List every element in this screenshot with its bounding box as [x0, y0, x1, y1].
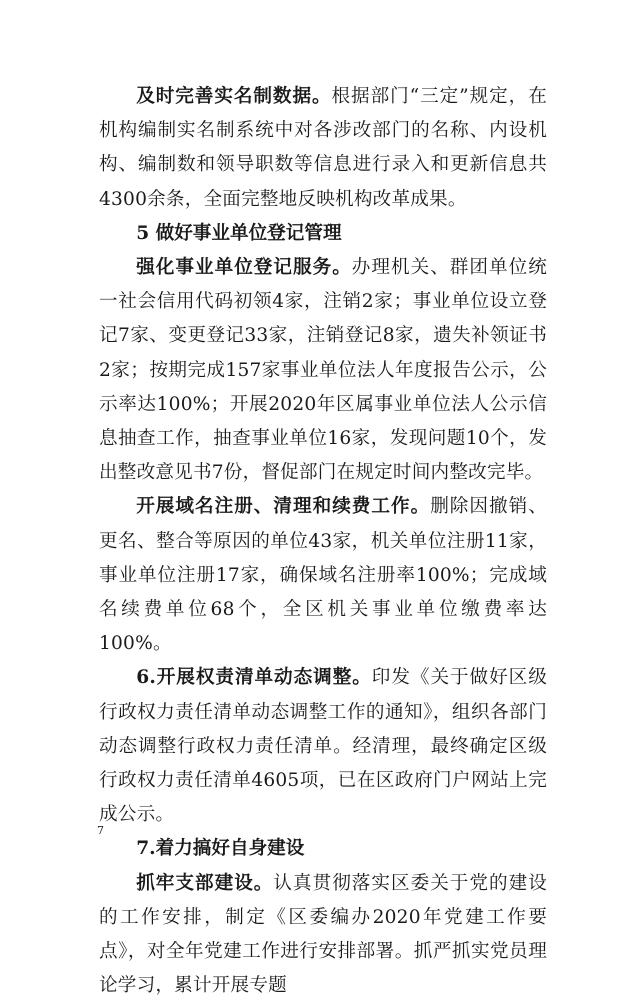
- paragraph-text: 根据部门“三定”规定，在机构编制实名制系统中对各涉改部门的名称、内设机构、编制数和领导职数等信息进行录入和更新信息共4300余条，全面完整地反映机构改革成果。: [99, 86, 547, 210]
- paragraph-realname-data: [99, 80, 547, 217]
- paragraph-lead: 开展域名注册、清理和续费工作。: [136, 496, 431, 518]
- paragraph-text: 认真贯彻落实区委关于党的建设的工作安排，制定《区委编办2020年党建工作要点》，对全年党建工作进行安排部署。抓严抓实党员理论学习，累计开展专题: [99, 872, 547, 997]
- paragraph-lead: 及时完善实名制数据。: [136, 86, 332, 107]
- document-body: [99, 80, 547, 1003]
- paragraph-power-list: [99, 661, 547, 832]
- paragraph-lead: 抓牢支部建设。: [136, 872, 274, 894]
- paragraph-lead: 强化事业单位登记服务。: [136, 257, 352, 279]
- paragraph-branch-building: [99, 867, 547, 1003]
- paragraph-text: 删除因撤销、更名、整合等原因的单位43家，机关单位注册11家，事业单位注册17家，确保域名注册率100%；完成域名续费单位68个，全区机关事业单位缴费率达100%。: [99, 496, 547, 655]
- paragraph-registration-service: [99, 251, 547, 490]
- section-heading-5: 5 做好事业单位登记管理: [136, 222, 342, 244]
- paragraph-domain-registration: [99, 490, 547, 661]
- paragraph-text: 印发《关于做好区级行政权力责任清单动态调整工作的通知》，组织各部门动态调整行政权力责任清单。经清理，最终确定区级行政权力责任清单4605项，已在区政府门户网站上完成公示。: [99, 667, 547, 826]
- paragraph-text: 办理机关、群团单位统一社会信用代码初领4家，注销2家；事业单位设立登记7家、变更登记33家，注销登记8家，遗失补领证书2家；按期完成157家事业单位法人年度报告公示，公示率达100%；开展2020年区属事业单位法人公示信息抽查工作，抽查事业单位16家，发现问题10个，发出整改意见书7份，督促部门在规定时间内整改完毕。: [99, 257, 547, 484]
- page-number: 7: [97, 824, 104, 837]
- paragraph-lead: 6.开展权责清单动态调整。: [136, 667, 372, 689]
- section-heading-7: 7.着力搞好自身建设: [136, 838, 305, 860]
